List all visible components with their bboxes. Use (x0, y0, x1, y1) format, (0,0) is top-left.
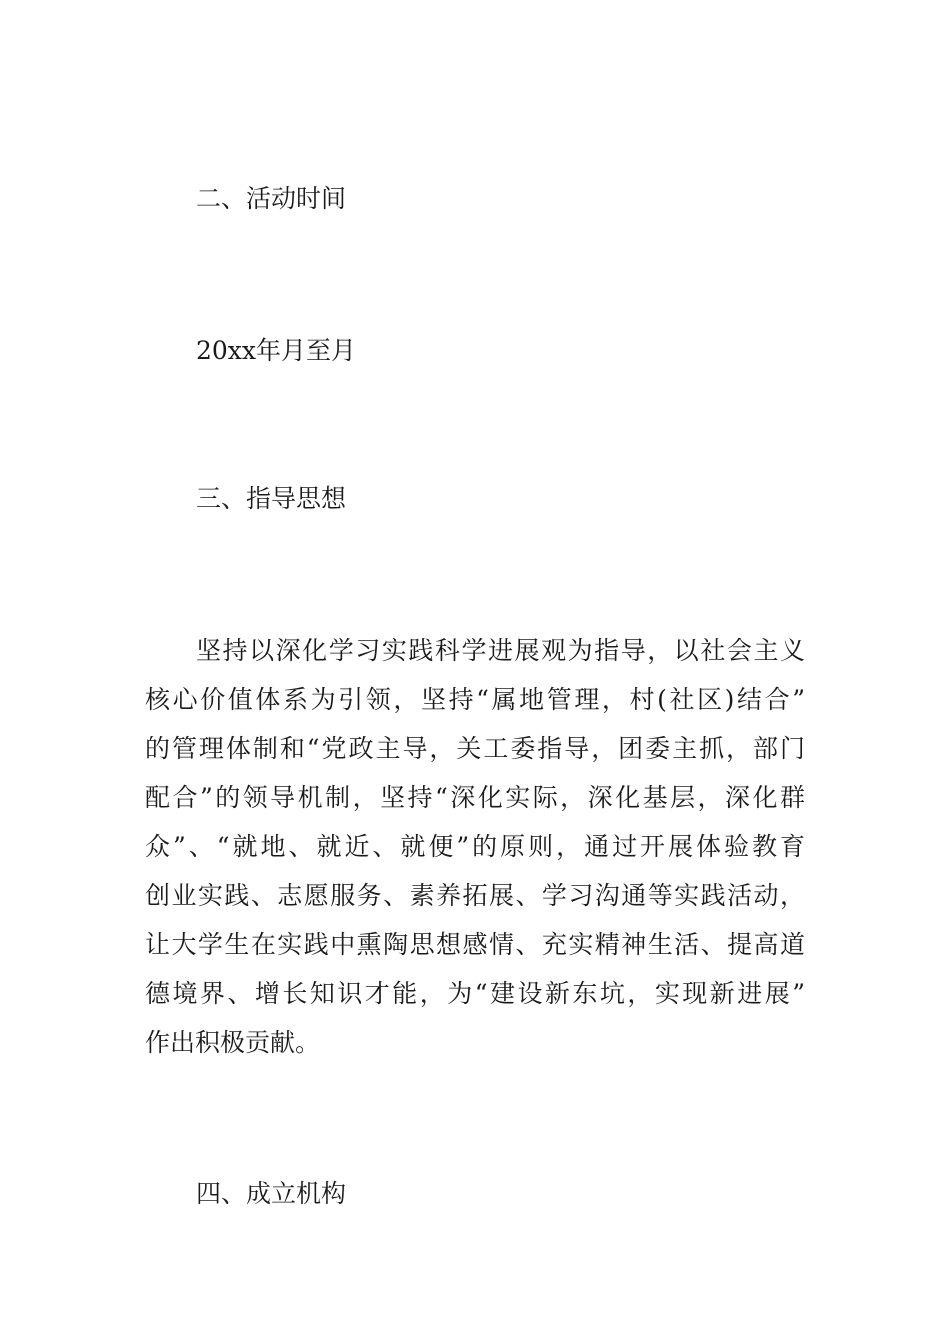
paragraph-line: 让大学生在实践中熏陶思想感情、充实精神生活、提高道 (145, 930, 805, 959)
section-heading-organization: 四、成立机构 (196, 1179, 347, 1208)
paragraph-line: 作出积极贡献。 (145, 1028, 321, 1057)
section-heading-guiding-thought: 三、指导思想 (196, 484, 347, 513)
paragraph-line: 的管理体制和“党政主导，关工委指导，团委主抓，部门 (145, 734, 805, 763)
paragraph-line: 坚持以深化学习实践科学进展观为指导，以社会主义 (196, 636, 805, 665)
paragraph-line: 配合”的领导机制，坚持“深化实际，深化基层，深化群 (145, 783, 805, 812)
activity-time-value: 20xx年月至月 (196, 336, 357, 365)
paragraph-line: 众”、“就地、就近、就便”的原则，通过开展体验教育 (145, 832, 805, 861)
section-heading-activity-time: 二、活动时间 (196, 184, 347, 213)
paragraph-line: 核心价值体系为引领，坚持“属地管理，村(社区)结合” (145, 685, 805, 714)
paragraph-line: 德境界、增长知识才能，为“建设新东坑，实现新进展” (145, 979, 805, 1008)
guiding-thought-paragraph (145, 626, 805, 1067)
paragraph-line: 创业实践、志愿服务、素养拓展、学习沟通等实践活动， (145, 881, 805, 910)
